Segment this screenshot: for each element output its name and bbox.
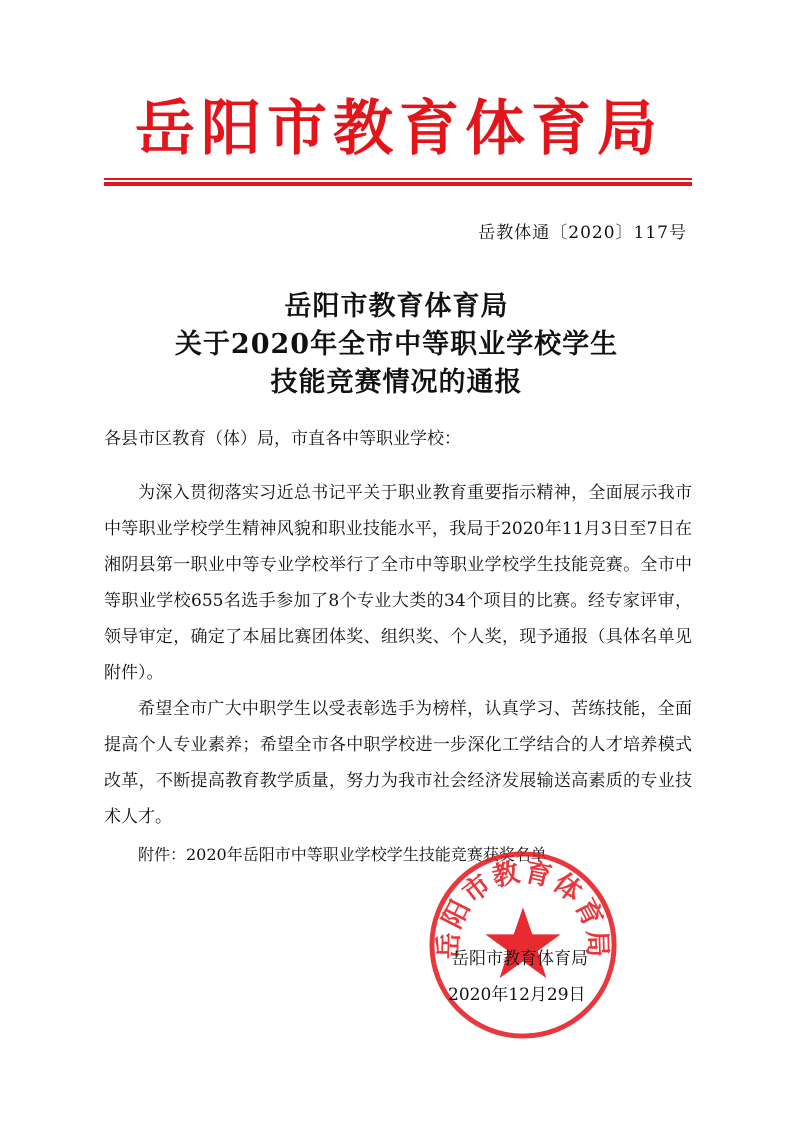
body-paragraph-1: 为深入贯彻落实习近总书记平关于职业教育重要指示精神，全面展示我市中等职业学校学生精神风貌和职业技能水平，我局于2020年11月3日至7日在湘阴县第一职业中等专业学校举行了全市中等职业学校学生技能竞赛。全市中等职业学校655名选手参加了8个专业大类的34个项目的比赛。经专家评审，领导审定，确定了本届比赛团体奖、组织奖、个人奖，现予通报（具体名单见附件）。 [104, 483, 692, 683]
masthead-title: 岳阳市教育体育局 [135, 94, 663, 164]
masthead-divider-thick [104, 182, 692, 186]
masthead-divider-thin [104, 178, 692, 180]
seal-text: 岳阳市教育体育局 [433, 856, 613, 960]
signing-organization: 岳阳市教育体育局 [452, 949, 588, 969]
signing-date: 2020年12月29日 [448, 985, 586, 1005]
document-title-line-2: 关于2020年全市中等职业学校学生 [174, 329, 619, 360]
body-paragraph-2: 希望全市广大中职学生以受表彰选手为榜样，认真学习、苦练技能，全面提高个人专业素养；希望全市各中职学校进一步深化工学结合的人才培养模式改革，不断提高教育教学质量，努力为我市社会经济发展输送高素质的专业技术人才。 [104, 699, 692, 827]
document-number: 岳教体通〔2020〕117号 [478, 223, 687, 243]
salutation: 各县市区教育（体）局，市直各中等职业学校： [104, 429, 461, 449]
document-title-line-3: 技能竞赛情况的通报 [270, 367, 523, 398]
attachment-note: 附件：2020年岳阳市中等职业学校学生技能竞赛获奖名单 [138, 845, 547, 864]
document-title-line-1: 岳阳市教育体育局 [284, 291, 509, 322]
